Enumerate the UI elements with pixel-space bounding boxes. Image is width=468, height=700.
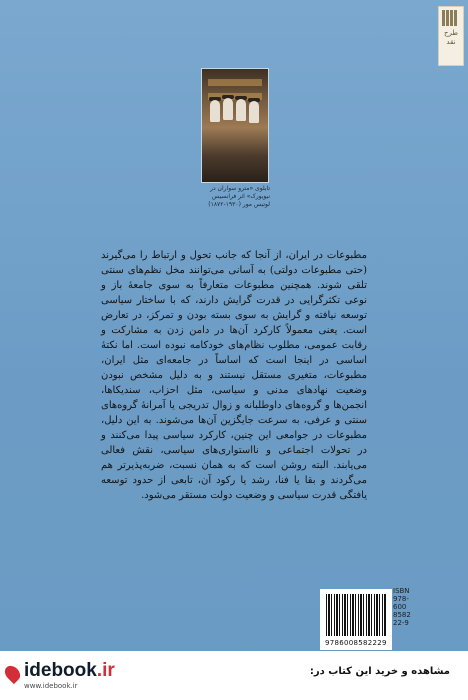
advertisement-bar[interactable] bbox=[0, 651, 468, 700]
isbn-line-3: 22-9 bbox=[393, 619, 409, 627]
barcode-lines bbox=[326, 594, 386, 636]
barcode-digits: 9786008582229 bbox=[325, 639, 387, 647]
isbn-line-1: 978-600 bbox=[393, 595, 409, 611]
ad-url[interactable]: www.idebook.ir bbox=[24, 682, 78, 690]
brand-name: idebook bbox=[24, 660, 97, 681]
publisher-logo bbox=[438, 6, 464, 66]
painting-caption: تابلوی «مترو سواران در نیویورک» اثر فرانسیس لوتیس مور (۱۹۳۰-۱۸۷۲) bbox=[208, 185, 270, 208]
logo-mark-icon bbox=[442, 10, 460, 26]
location-pin-icon bbox=[2, 663, 23, 684]
isbn-label: ISBN bbox=[393, 587, 410, 595]
painting-image bbox=[201, 68, 269, 183]
isbn-block bbox=[393, 587, 421, 627]
isbn-line-2: 8582 bbox=[393, 611, 411, 619]
back-cover-text: مطبوعات در ایران، از آنجا که جانب تحول و ارتباط را می‌گیرند (حتی مطبوعات دولتی) به آسانی می‌توانند مخل نظم‌های سنتی تلقی شوند. همچنین مطبوعات متعارفاً به سوی جامعهٔ باز و نوعی تکثرگرایی در قدرت گرایش دارند، که با ساختار سیاسی توسعه نیافته و گرایش به سوی بسته بودن و تمرکز، در تعارض است. یعنی معمولاً کارکرد آن‌ها در دامن زدن به مشارکت و رقابت عمومی، مطلوب نظام‌های خودکامه نبوده است. اما نکتهٔ اساسی در اینجا است که اساساً در جامعه‌ای مثل ایران، مطبوعات، متغیری مستقل نیستند و به دلیل مشخص نبودن وضعیت نهادهای مدنی و سیاسی، مثل احزاب، سندیکاها، انجمن‌ها و گروه‌های داوطلبانه و زوال تدریجی یا آمرانهٔ گروه‌های سنتی و عرفی، به سرعت جایگزین آن‌ها می‌شوند. به این دلیل، مطبوعات در جوامعی این چنین، کارکرد سیاسی پیدا می‌کنند و در تحولات اجتماعی و نااستواری‌های سیاسی، نقش فعالی می‌یابند. البته روشن است که به همان نسبت، ضربه‌پذیرتر هم می‌گردند و بقا یا فنا، رشد یا رکود آن، تابعی از حدود توسعه یافتگی قدرت سیاسی و وضعیت دولت مستقر می‌شود. bbox=[101, 250, 367, 501]
ad-message: مشاهده و خرید این کتاب در: bbox=[309, 666, 450, 677]
publisher-logo-text: طرح نقد bbox=[444, 29, 458, 46]
brand-domain: .ir bbox=[96, 660, 115, 681]
barcode bbox=[320, 589, 392, 650]
brand-logo[interactable] bbox=[24, 660, 115, 682]
